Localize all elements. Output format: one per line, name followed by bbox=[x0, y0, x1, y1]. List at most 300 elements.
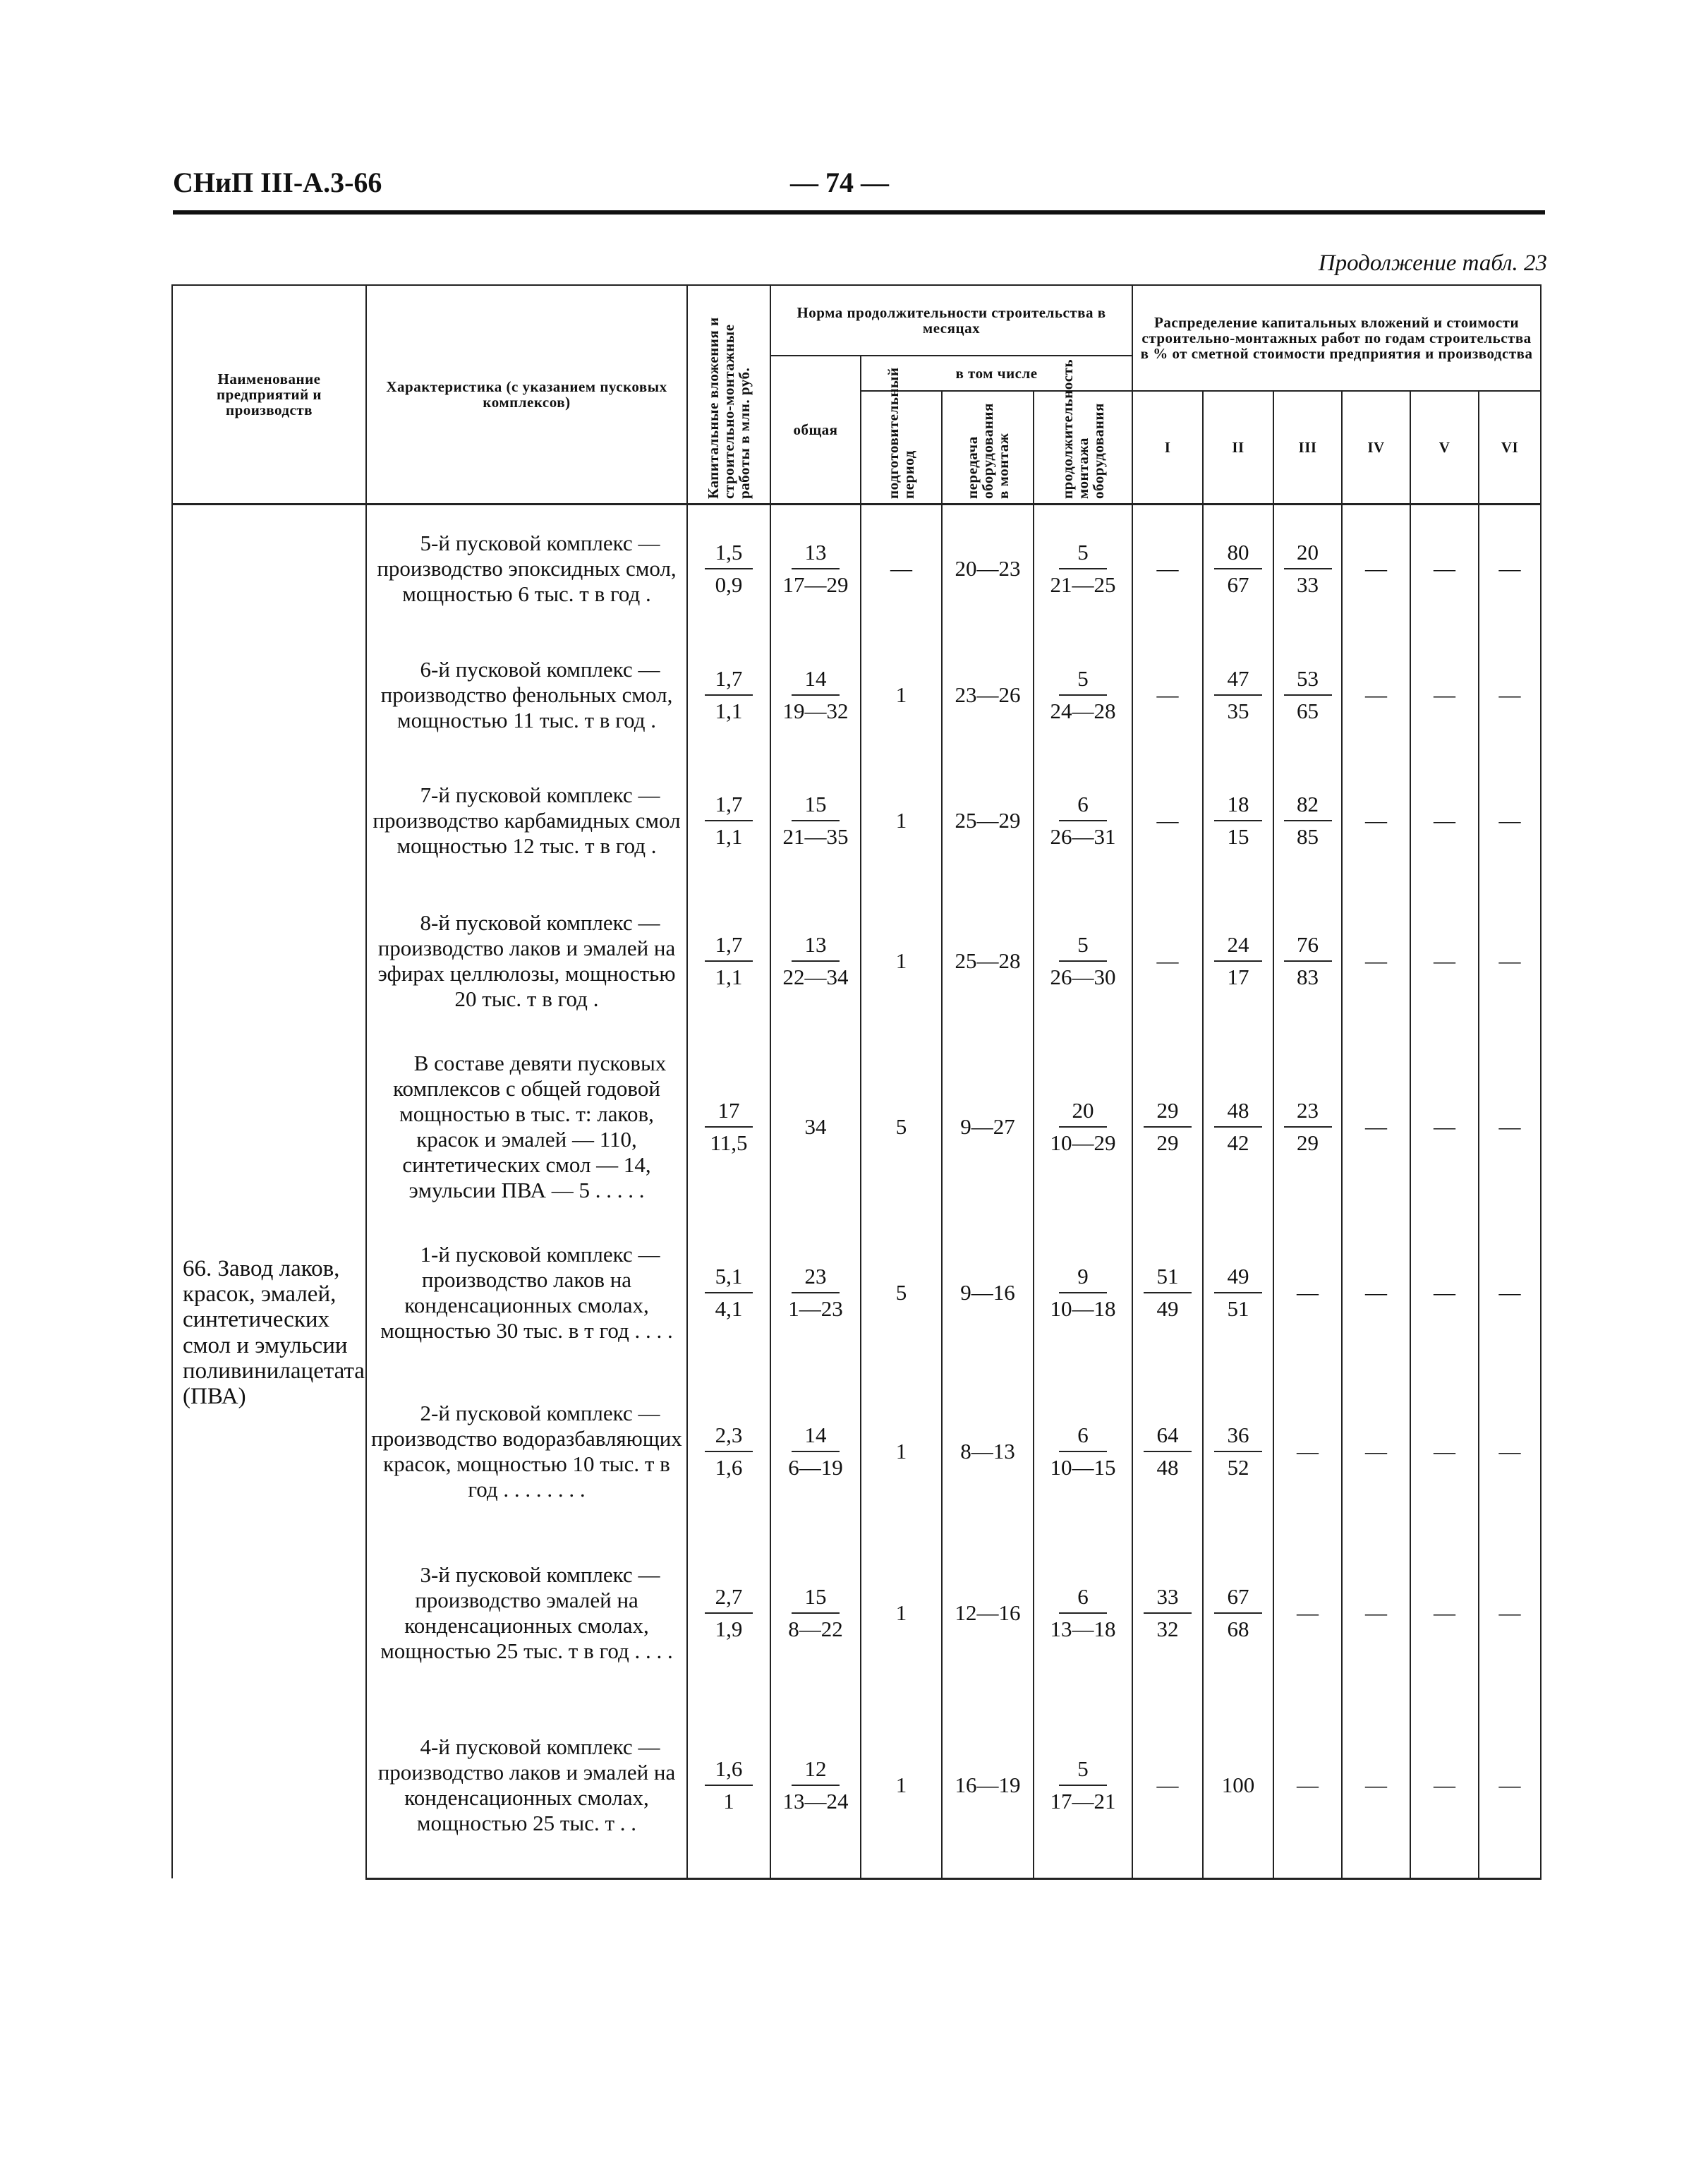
cell-value: 5 bbox=[895, 1114, 907, 1139]
cell-value: 9—16 bbox=[960, 1280, 1015, 1305]
year-share-cell bbox=[1132, 1370, 1203, 1533]
fraction bbox=[1214, 932, 1262, 990]
year-share-cell bbox=[1273, 1039, 1342, 1215]
description-text: 7-й пусковой комплекс — производство карбамидных смол мощностью 12 тыс. т в год . bbox=[373, 783, 681, 858]
install-duration-cell bbox=[1034, 758, 1132, 883]
fraction-numerator: 20 bbox=[1059, 1098, 1107, 1128]
fraction-denominator: 32 bbox=[1156, 1617, 1179, 1641]
prep-period-cell bbox=[861, 1215, 942, 1370]
fraction-denominator: 17 bbox=[1227, 965, 1249, 989]
install-duration-cell bbox=[1034, 1533, 1132, 1694]
prep-period-cell bbox=[861, 1039, 942, 1215]
year-header: IV bbox=[1342, 391, 1410, 504]
cell-value: 1 bbox=[895, 1600, 907, 1625]
cell-value: — bbox=[1156, 948, 1179, 973]
fraction-denominator: 10—15 bbox=[1050, 1455, 1116, 1480]
investment-cell bbox=[687, 504, 770, 632]
description-text: 3-й пусковой комплекс — производство эмалей на конденсационных смолах, мощностью 25 тыс. т в год . . . . bbox=[380, 1562, 673, 1663]
cell-value: 1 bbox=[895, 948, 907, 973]
fraction-numerator: 5 bbox=[1059, 666, 1107, 696]
col-transfer-header: передача оборудования в монтаж bbox=[942, 391, 1034, 504]
year-share-cell bbox=[1273, 1215, 1342, 1370]
fraction-numerator: 15 bbox=[792, 1584, 840, 1614]
transfer-cell bbox=[942, 1215, 1034, 1370]
fraction bbox=[705, 932, 753, 990]
complex-description bbox=[366, 1694, 687, 1878]
fraction-numerator: 13 bbox=[792, 932, 840, 962]
fraction bbox=[1214, 792, 1262, 850]
fraction bbox=[779, 666, 853, 724]
cell-value: — bbox=[1365, 808, 1388, 833]
prep-period-cell bbox=[861, 1694, 942, 1878]
table-row bbox=[172, 504, 1541, 632]
table-row bbox=[172, 1370, 1541, 1533]
fraction bbox=[1046, 666, 1120, 724]
table-body bbox=[172, 504, 1541, 1878]
cell-value: — bbox=[1498, 1114, 1521, 1139]
general-duration-cell bbox=[770, 758, 861, 883]
cell-value: — bbox=[1156, 682, 1179, 707]
fraction bbox=[1046, 1423, 1120, 1480]
fraction bbox=[1144, 1584, 1192, 1642]
prep-period-cell bbox=[861, 883, 942, 1039]
col-general-header: общая bbox=[770, 356, 861, 504]
year-share-cell bbox=[1410, 1533, 1479, 1694]
prep-period-cell bbox=[861, 1370, 942, 1533]
year-share-cell bbox=[1342, 632, 1410, 758]
transfer-cell bbox=[942, 632, 1034, 758]
fraction bbox=[705, 1423, 753, 1480]
fraction-denominator: 49 bbox=[1156, 1296, 1179, 1321]
general-duration-cell bbox=[770, 883, 861, 1039]
complex-description bbox=[366, 632, 687, 758]
cell-value: 5 bbox=[895, 1280, 907, 1305]
year-share-cell bbox=[1410, 883, 1479, 1039]
general-duration-cell bbox=[770, 1533, 861, 1694]
year-share-cell bbox=[1132, 1215, 1203, 1370]
cell-value: — bbox=[1297, 1439, 1319, 1463]
investment-cell bbox=[687, 758, 770, 883]
fraction-numerator: 12 bbox=[792, 1756, 840, 1786]
year-share-cell bbox=[1479, 1370, 1541, 1533]
fraction-denominator: 17—29 bbox=[782, 572, 849, 597]
fraction-denominator: 4,1 bbox=[715, 1296, 743, 1321]
year-share-cell bbox=[1342, 1370, 1410, 1533]
fraction-numerator: 2,7 bbox=[705, 1584, 753, 1614]
fraction-denominator: 13—24 bbox=[782, 1789, 849, 1814]
year-share-cell bbox=[1132, 504, 1203, 632]
fraction bbox=[705, 1264, 753, 1322]
cell-value: 20—23 bbox=[955, 555, 1021, 581]
fraction-denominator: 68 bbox=[1227, 1617, 1249, 1641]
cell-value: — bbox=[1365, 1114, 1388, 1139]
cell-value: — bbox=[1498, 682, 1521, 707]
description-text: 8-й пусковой комплекс — производство лаков и эмалей на эфирах целлюлозы, мощностью 20 тыс. т в год . bbox=[377, 910, 676, 1011]
cell-value: — bbox=[1156, 1773, 1179, 1798]
description-text: 4-й пусковой комплекс — производство лаков и эмалей на конденсационных смолах, мощностью 25 тыс. т . . bbox=[377, 1734, 676, 1836]
year-share-cell bbox=[1273, 883, 1342, 1039]
fraction bbox=[1046, 540, 1120, 598]
fraction-numerator: 23 bbox=[792, 1264, 840, 1293]
year-share-cell bbox=[1479, 1215, 1541, 1370]
year-header: V bbox=[1410, 391, 1479, 504]
year-share-cell bbox=[1203, 504, 1273, 632]
complex-description bbox=[366, 504, 687, 632]
cell-value: — bbox=[1297, 1773, 1319, 1798]
general-duration-cell bbox=[770, 632, 861, 758]
year-share-cell bbox=[1342, 1215, 1410, 1370]
fraction bbox=[705, 1756, 753, 1814]
fraction bbox=[784, 1423, 847, 1480]
fraction-denominator: 1,1 bbox=[715, 824, 743, 849]
year-share-cell bbox=[1132, 758, 1203, 883]
year-share-cell bbox=[1410, 1370, 1479, 1533]
table-row bbox=[172, 632, 1541, 758]
transfer-cell bbox=[942, 504, 1034, 632]
fraction-numerator: 51 bbox=[1144, 1264, 1192, 1293]
year-share-cell bbox=[1203, 1215, 1273, 1370]
cell-value: 8—13 bbox=[960, 1439, 1015, 1463]
fraction bbox=[779, 932, 853, 990]
transfer-cell bbox=[942, 1039, 1034, 1215]
table-row bbox=[172, 1215, 1541, 1370]
general-duration-cell bbox=[770, 1039, 861, 1215]
cell-value: — bbox=[1498, 1280, 1521, 1305]
cell-value: — bbox=[1365, 1280, 1388, 1305]
prep-period-cell bbox=[861, 504, 942, 632]
data-table bbox=[171, 284, 1542, 1880]
fraction-numerator: 23 bbox=[1284, 1098, 1332, 1128]
fraction bbox=[1214, 1584, 1262, 1642]
fraction-denominator: 8—22 bbox=[788, 1617, 843, 1641]
year-share-cell bbox=[1203, 758, 1273, 883]
fraction-numerator: 29 bbox=[1144, 1098, 1192, 1128]
fraction-numerator: 17 bbox=[705, 1098, 753, 1128]
fraction-numerator: 36 bbox=[1214, 1423, 1262, 1452]
col-name-header: Наименование предприятий и производств bbox=[172, 285, 366, 504]
fraction bbox=[1284, 932, 1332, 990]
year-share-cell bbox=[1410, 1694, 1479, 1878]
fraction-numerator: 2,3 bbox=[705, 1423, 753, 1452]
cell-value: — bbox=[1365, 1773, 1388, 1798]
cell-value: — bbox=[1498, 1600, 1521, 1625]
fraction-numerator: 47 bbox=[1214, 666, 1262, 696]
fraction bbox=[1214, 1264, 1262, 1322]
fraction-denominator: 1,6 bbox=[715, 1455, 743, 1480]
complex-description bbox=[366, 1215, 687, 1370]
year-share-cell bbox=[1273, 1370, 1342, 1533]
fraction-numerator: 48 bbox=[1214, 1098, 1262, 1128]
fraction bbox=[1214, 1098, 1262, 1156]
fraction bbox=[705, 792, 753, 850]
fraction-numerator: 20 bbox=[1284, 540, 1332, 569]
year-share-cell bbox=[1479, 504, 1541, 632]
fraction-denominator: 83 bbox=[1297, 965, 1319, 989]
year-share-cell bbox=[1203, 1370, 1273, 1533]
install-duration-cell bbox=[1034, 1694, 1132, 1878]
transfer-cell bbox=[942, 758, 1034, 883]
fraction-denominator: 0,9 bbox=[715, 572, 743, 597]
cell-value: — bbox=[1434, 1114, 1456, 1139]
fraction bbox=[705, 666, 753, 724]
fraction-denominator: 1—23 bbox=[788, 1296, 843, 1321]
fraction-denominator: 21—25 bbox=[1050, 572, 1116, 597]
enterprise-name: 66. Завод лаков, красок, эмалей, синтетических смол и эмульсии поливинилацетата (ПВА) bbox=[172, 504, 366, 1878]
year-share-cell bbox=[1479, 1533, 1541, 1694]
investment-cell bbox=[687, 883, 770, 1039]
prep-period-cell bbox=[861, 632, 942, 758]
fraction-numerator: 24 bbox=[1214, 932, 1262, 962]
cell-value: — bbox=[1434, 1280, 1456, 1305]
year-share-cell bbox=[1342, 758, 1410, 883]
fraction-denominator: 17—21 bbox=[1050, 1789, 1116, 1814]
year-share-cell bbox=[1273, 758, 1342, 883]
fraction-denominator: 65 bbox=[1297, 699, 1319, 723]
fraction-denominator: 6—19 bbox=[788, 1455, 843, 1480]
complex-description bbox=[366, 1039, 687, 1215]
general-duration-cell bbox=[770, 1370, 861, 1533]
transfer-cell bbox=[942, 1694, 1034, 1878]
fraction-numerator: 76 bbox=[1284, 932, 1332, 962]
cell-value: 1 bbox=[895, 682, 907, 707]
year-share-cell bbox=[1132, 632, 1203, 758]
fraction-numerator: 14 bbox=[792, 666, 840, 696]
year-share-cell bbox=[1273, 632, 1342, 758]
fraction-denominator: 85 bbox=[1297, 824, 1319, 849]
fraction-numerator: 67 bbox=[1214, 1584, 1262, 1614]
fraction bbox=[705, 540, 753, 598]
year-share-cell bbox=[1273, 1533, 1342, 1694]
cell-value: 1 bbox=[895, 1773, 907, 1798]
cell-value: — bbox=[1434, 948, 1456, 973]
year-share-cell bbox=[1273, 504, 1342, 632]
fraction bbox=[1284, 792, 1332, 850]
fraction bbox=[1284, 540, 1332, 598]
investment-cell bbox=[687, 1694, 770, 1878]
year-share-cell bbox=[1132, 883, 1203, 1039]
description-text: 1-й пусковой комплекс — производство лаков на конденсационных смолах, мощностью 30 тыс. в т год . . . . bbox=[380, 1242, 673, 1343]
year-share-cell bbox=[1203, 1039, 1273, 1215]
fraction-denominator: 51 bbox=[1227, 1296, 1249, 1321]
cell-value: — bbox=[1498, 1439, 1521, 1463]
cell-value: — bbox=[1434, 1600, 1456, 1625]
cell-value: 9—27 bbox=[960, 1114, 1015, 1139]
cell-value: 25—28 bbox=[955, 948, 1021, 973]
fraction-numerator: 1,7 bbox=[705, 932, 753, 962]
fraction-numerator: 9 bbox=[1059, 1264, 1107, 1293]
year-header: II bbox=[1203, 391, 1273, 504]
year-share-cell bbox=[1410, 758, 1479, 883]
fraction-numerator: 6 bbox=[1059, 792, 1107, 821]
install-duration-cell bbox=[1034, 504, 1132, 632]
table-row bbox=[172, 1533, 1541, 1694]
fraction-numerator: 64 bbox=[1144, 1423, 1192, 1452]
fraction-denominator: 1,1 bbox=[715, 965, 743, 989]
cell-value: — bbox=[1498, 555, 1521, 581]
year-share-cell bbox=[1479, 758, 1541, 883]
year-share-cell bbox=[1410, 1039, 1479, 1215]
fraction bbox=[1144, 1423, 1192, 1480]
year-header: I bbox=[1132, 391, 1203, 504]
col-prep-header: подготовительный период bbox=[861, 391, 942, 504]
fraction bbox=[705, 1584, 753, 1642]
cell-value: 1 bbox=[895, 1439, 907, 1463]
fraction bbox=[779, 792, 853, 850]
year-share-cell bbox=[1273, 1694, 1342, 1878]
description-text: 6-й пусковой комплекс — производство фенольных смол, мощностью 11 тыс. т в год . bbox=[380, 657, 673, 732]
year-share-cell bbox=[1342, 1533, 1410, 1694]
fraction bbox=[1046, 932, 1120, 990]
prep-period-cell bbox=[861, 758, 942, 883]
year-share-cell bbox=[1203, 1533, 1273, 1694]
fraction-numerator: 33 bbox=[1144, 1584, 1192, 1614]
cell-value: 25—29 bbox=[955, 808, 1021, 833]
fraction bbox=[784, 1584, 847, 1642]
investment-cell bbox=[687, 1370, 770, 1533]
investment-cell bbox=[687, 1215, 770, 1370]
fraction-denominator: 35 bbox=[1227, 699, 1249, 723]
year-share-cell bbox=[1342, 1039, 1410, 1215]
year-share-cell bbox=[1410, 632, 1479, 758]
fraction-numerator: 5 bbox=[1059, 1756, 1107, 1786]
col-distribution-header: Распределение капитальных вложений и стоимости строительно-монтажных работ по годам строительства в % от сметной стоимости предприятия и производства bbox=[1132, 285, 1541, 391]
fraction-denominator: 33 bbox=[1297, 572, 1319, 597]
complex-description bbox=[366, 1370, 687, 1533]
fraction-denominator: 24—28 bbox=[1050, 699, 1116, 723]
fraction-denominator: 11,5 bbox=[710, 1130, 748, 1155]
year-header: VI bbox=[1479, 391, 1541, 504]
year-share-cell bbox=[1203, 632, 1273, 758]
col-install-header: продолжительность монтажа оборудования bbox=[1034, 391, 1132, 504]
complex-description bbox=[366, 883, 687, 1039]
cell-value: — bbox=[1365, 1600, 1388, 1625]
general-duration-cell bbox=[770, 1215, 861, 1370]
install-duration-cell bbox=[1034, 1215, 1132, 1370]
fraction-denominator: 1,1 bbox=[715, 699, 743, 723]
fraction bbox=[1046, 1756, 1120, 1814]
col-characteristic-header: Характеристика (с указанием пусковых комплексов) bbox=[366, 285, 687, 504]
table-row bbox=[172, 758, 1541, 883]
cell-value: — bbox=[1156, 555, 1179, 581]
fraction-denominator: 42 bbox=[1227, 1130, 1249, 1155]
general-duration-cell bbox=[770, 1694, 861, 1878]
cell-value: — bbox=[1297, 1280, 1319, 1305]
fraction bbox=[1046, 1584, 1120, 1642]
fraction-denominator: 67 bbox=[1227, 572, 1249, 597]
header-rule bbox=[173, 210, 1545, 215]
fraction-numerator: 1,7 bbox=[705, 666, 753, 696]
year-share-cell bbox=[1410, 504, 1479, 632]
fraction bbox=[1144, 1098, 1192, 1156]
fraction-numerator: 5 bbox=[1059, 932, 1107, 962]
year-share-cell bbox=[1410, 1215, 1479, 1370]
fraction-numerator: 80 bbox=[1214, 540, 1262, 569]
fraction-denominator: 52 bbox=[1227, 1455, 1249, 1480]
year-share-cell bbox=[1342, 1694, 1410, 1878]
fraction-denominator: 13—18 bbox=[1050, 1617, 1116, 1641]
fraction-denominator: 26—30 bbox=[1050, 965, 1116, 989]
year-share-cell bbox=[1342, 504, 1410, 632]
cell-value: — bbox=[1498, 948, 1521, 973]
fraction-denominator: 29 bbox=[1297, 1130, 1319, 1155]
install-duration-cell bbox=[1034, 1039, 1132, 1215]
fraction bbox=[1214, 1423, 1262, 1480]
cell-value: 12—16 bbox=[955, 1600, 1021, 1625]
complex-description bbox=[366, 1533, 687, 1694]
investment-cell bbox=[687, 1039, 770, 1215]
description-text: 2-й пусковой комплекс — производство водоразбавляющих красок, мощностью 10 тыс. т в год . . . . . . . . bbox=[371, 1401, 682, 1502]
cell-value: — bbox=[1498, 808, 1521, 833]
fraction-denominator: 10—29 bbox=[1050, 1130, 1116, 1155]
fraction bbox=[1046, 1264, 1120, 1322]
year-share-cell bbox=[1342, 883, 1410, 1039]
fraction bbox=[1144, 1264, 1192, 1322]
col-investment-header: Капитальные вложения и строительно-монтажные работы в млн. руб. bbox=[687, 285, 770, 504]
cell-value: — bbox=[1365, 1439, 1388, 1463]
fraction-numerator: 14 bbox=[792, 1423, 840, 1452]
cell-value: — bbox=[1434, 555, 1456, 581]
table-row bbox=[172, 1694, 1541, 1878]
cell-value: — bbox=[1156, 808, 1179, 833]
fraction bbox=[1284, 1098, 1332, 1156]
cell-value: 34 bbox=[804, 1114, 827, 1139]
fraction-denominator: 21—35 bbox=[782, 824, 849, 849]
year-share-cell bbox=[1479, 883, 1541, 1039]
transfer-cell bbox=[942, 1533, 1034, 1694]
fraction-denominator: 48 bbox=[1156, 1455, 1179, 1480]
fraction-denominator: 22—34 bbox=[782, 965, 849, 989]
fraction bbox=[1284, 666, 1332, 724]
cell-value: 23—26 bbox=[955, 682, 1021, 707]
cell-value: — bbox=[1365, 948, 1388, 973]
table-row bbox=[172, 1039, 1541, 1215]
cell-value: — bbox=[890, 555, 912, 581]
transfer-cell bbox=[942, 883, 1034, 1039]
general-duration-cell bbox=[770, 504, 861, 632]
fraction-denominator: 1,9 bbox=[715, 1617, 743, 1641]
fraction-denominator: 26—31 bbox=[1050, 824, 1116, 849]
cell-value: 100 bbox=[1221, 1773, 1255, 1798]
fraction-denominator: 10—18 bbox=[1050, 1296, 1116, 1321]
fraction bbox=[779, 540, 853, 598]
year-share-cell bbox=[1132, 1694, 1203, 1878]
continuation-label: Продолжение табл. 23 bbox=[1318, 250, 1547, 276]
description-text: В составе девяти пусковых комплексов с общей годовой мощностью в тыс. т: лаков, красок и эмалей — 110, синтетических смол — 14, эмульсии ПВА — 5 . . . . . bbox=[393, 1051, 667, 1202]
fraction-numerator: 18 bbox=[1214, 792, 1262, 821]
year-share-cell bbox=[1203, 883, 1273, 1039]
investment-cell bbox=[687, 1533, 770, 1694]
fraction-numerator: 82 bbox=[1284, 792, 1332, 821]
cell-value: — bbox=[1434, 682, 1456, 707]
fraction-numerator: 49 bbox=[1214, 1264, 1262, 1293]
year-share-cell bbox=[1479, 632, 1541, 758]
investment-cell bbox=[687, 632, 770, 758]
cell-value: — bbox=[1434, 1439, 1456, 1463]
year-share-cell bbox=[1479, 1039, 1541, 1215]
fraction bbox=[1214, 666, 1262, 724]
document-code: СНиП III-А.3-66 bbox=[173, 167, 382, 198]
cell-value: — bbox=[1498, 1773, 1521, 1798]
fraction bbox=[705, 1098, 753, 1156]
fraction-numerator: 15 bbox=[792, 792, 840, 821]
fraction bbox=[1214, 540, 1262, 598]
year-header: III bbox=[1273, 391, 1342, 504]
install-duration-cell bbox=[1034, 1370, 1132, 1533]
fraction-numerator: 6 bbox=[1059, 1584, 1107, 1614]
fraction-denominator: 19—32 bbox=[782, 699, 849, 723]
fraction bbox=[784, 1264, 847, 1322]
cell-value: — bbox=[1434, 1773, 1456, 1798]
